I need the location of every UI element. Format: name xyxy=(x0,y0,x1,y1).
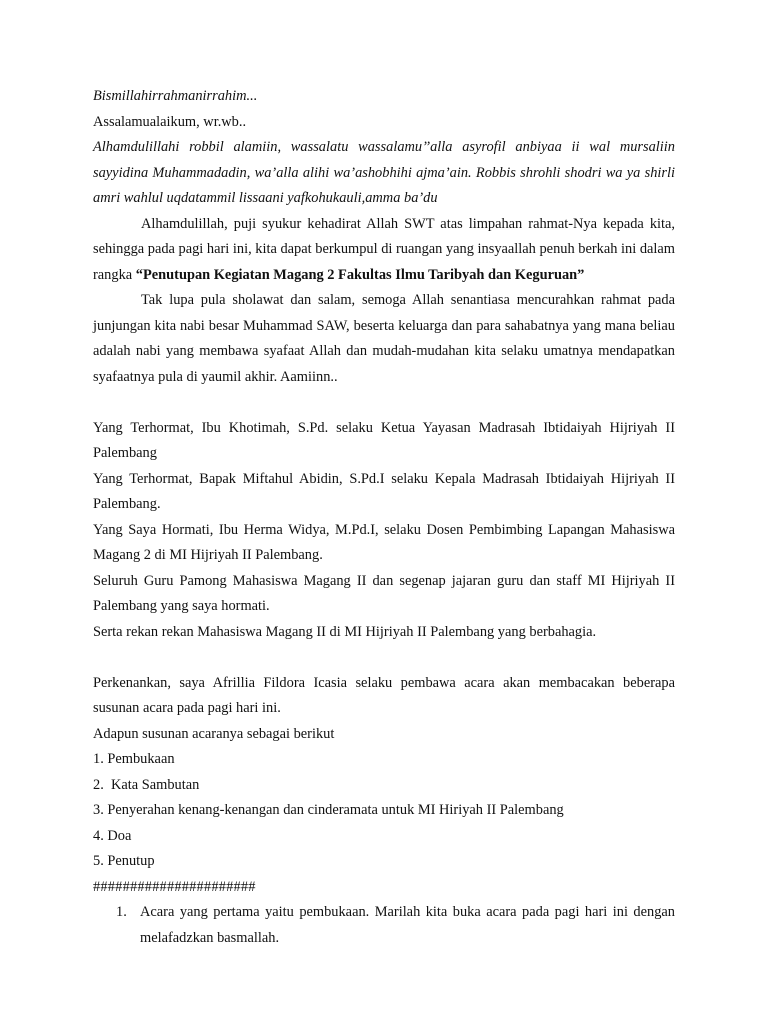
mc-introduction: Perkenankan, saya Afrillia Fildora Icasia selaku pembawa acara akan membacakan beberapa susunan acara pada pagi hari ini. xyxy=(93,674,675,716)
honorific-5: Serta rekan rekan Mahasiswa Magang II di MI Hijriyah II Palembang yang berbahagia. xyxy=(93,623,597,640)
agenda-item: 1. Pembukaan xyxy=(93,751,175,767)
document-page xyxy=(93,84,675,951)
agenda-item: 4. Doa xyxy=(93,827,132,844)
honorific-4: Seluruh Guru Pamong Mahasiswa Magang II dan segenap jajaran guru dan staff MI Hijriyah II Palembang yang saya hormati. xyxy=(93,572,675,614)
paragraph-gratitude xyxy=(93,212,675,289)
numbered-item-1-text: Acara yang pertama yaitu pembukaan. Marilah kita buka acara pada pagi hari ini dengan melafadzkan basmallah. xyxy=(140,904,675,946)
arabic-praise: Alhamdulillahi robbil alamiin, wassalatu wassalamu’’alla asyrofil anbiyaa ii wal mursaliin sayyidina Muhammadadin, wa’alla alihi wa’ashobhihi ajma’ain. Robbis shrohli shodri wa ya shirli amri wahlul uqdatammil lissaani yafkohukauli,amma ba’du xyxy=(93,139,675,206)
blank-line xyxy=(93,645,675,671)
honorific-2: Yang Terhormat, Bapak Miftahul Abidin, S.Pd.I selaku Kepala Madrasah Ibtidaiyah Hijriyah II Palembang. xyxy=(93,470,675,512)
agenda-heading: Adapun susunan acaranya sebagai berikut xyxy=(93,725,335,742)
numbered-item-1 xyxy=(93,900,675,951)
agenda-item: 5. Penutup xyxy=(93,853,155,869)
paragraph-gratitude-text: Alhamdulillah, puji syukur kehadirat Allah SWT atas limpahan rahmat-Nya kepada kita, sehingga pada pagi hari ini, kita dapat berkumpul di ruangan yang insyaallah penuh berkah ini dalam rangka xyxy=(93,215,675,283)
paragraph-sholawat: Tak lupa pula sholawat dan salam, semoga Allah senantiasa mencurahkan rahmat pada junjungan kita nabi besar Muhammad SAW, beserta keluarga dan para sahabatnya yang mana beliau adalah nabi yang membawa syafaat Allah dan mudah-mudahan kita selaku umatnya mendapatkan syafaatnya pula di yaumil akhir. Aamiinn.. xyxy=(93,292,675,385)
numbered-item-1-number: 1. xyxy=(116,904,127,920)
greeting: Assalamualaikum, wr.wb.. xyxy=(93,113,247,130)
blank-line xyxy=(93,390,675,416)
agenda-item: 3. Penyerahan kenang-kenangan dan cinderamata untuk MI Hiriyah II Palembang xyxy=(93,802,564,818)
honorific-3: Yang Saya Hormati, Ibu Herma Widya, M.Pd.I, selaku Dosen Pembimbing Lapangan Mahasiswa Magang 2 di MI Hijriyah II Palembang. xyxy=(93,521,675,563)
event-title: “Penutupan Kegiatan Magang 2 Fakultas Ilmu Taribyah dan Keguruan” xyxy=(135,266,585,283)
opening-basmalah: Bismillahirrahmanirrahim... xyxy=(93,88,258,104)
separator-line: ###################### xyxy=(93,878,256,895)
honorific-1: Yang Terhormat, Ibu Khotimah, S.Pd. selaku Ketua Yayasan Madrasah Ibtidaiyah Hijriyah II Palembang xyxy=(93,419,675,461)
agenda-item: 2. Kata Sambutan xyxy=(93,776,200,793)
